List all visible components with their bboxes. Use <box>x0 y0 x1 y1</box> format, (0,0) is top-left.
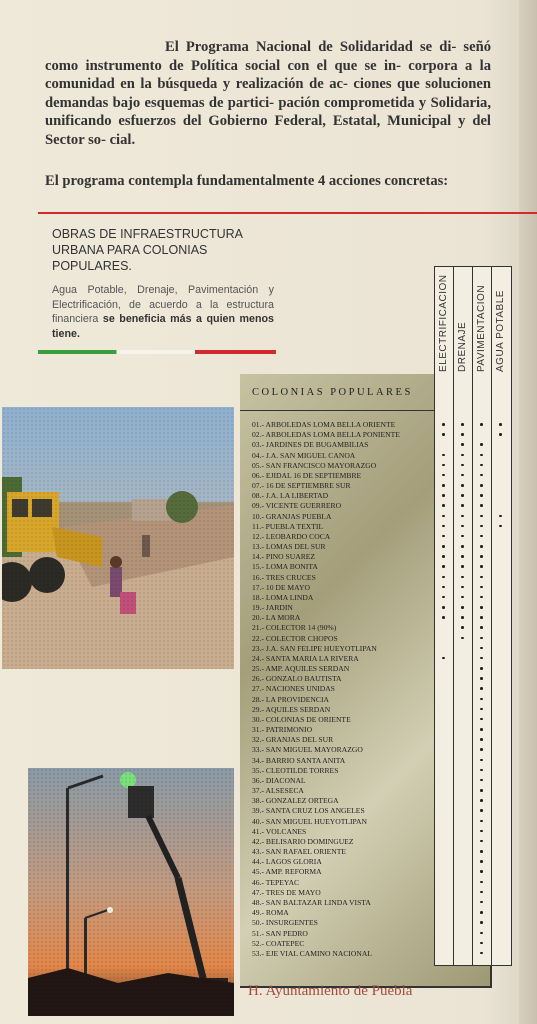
table-row: 26.- GONZALO BAUTISTA <box>252 674 342 684</box>
table-mark <box>480 932 483 935</box>
table-row: 41.- VOLCANES <box>252 826 307 836</box>
table-mark <box>442 494 445 497</box>
table-row: 14.- PINO SUAREZ <box>252 552 316 562</box>
table-row: 07.- 16 DE SEPTIEMBRE SUR <box>252 481 351 491</box>
table-row: 30.- COLONIAS DE ORIENTE <box>252 714 351 724</box>
flag-color-bar <box>38 350 276 354</box>
table-row: 04.- J.A. SAN MIGUEL CANOA <box>252 450 356 460</box>
table-mark <box>480 565 483 568</box>
table-row: 03.- JARDINES DE BUGAMBILIAS <box>252 440 369 450</box>
table-row: 29.- AQUILES SERDAN <box>252 704 331 714</box>
table-row: 28.- LA PROVIDENCIA <box>252 694 329 704</box>
table-mark <box>480 748 483 751</box>
table-header-label: COLONIAS POPULARES <box>252 387 413 398</box>
table-row: 15.- LOMA BONITA <box>252 562 318 572</box>
table-row: 45.- AMP. REFORMA <box>252 867 322 877</box>
category-label: DRENAJE <box>457 321 468 372</box>
table-mark <box>480 423 483 426</box>
table-row: 17.- 10 DE MAYO <box>252 582 310 592</box>
intro-paragraph <box>45 38 491 149</box>
table-mark <box>442 484 445 487</box>
table-header <box>240 374 434 411</box>
table-mark <box>480 759 483 762</box>
table-mark <box>461 494 464 497</box>
table-mark <box>499 525 502 528</box>
table-mark <box>442 535 445 538</box>
table-mark <box>442 423 445 426</box>
table-mark <box>480 494 483 497</box>
section-text-bold: se beneficia más a quien menos tiene. <box>52 313 274 340</box>
table-row: 36.- DIACONAL <box>252 775 306 785</box>
table-mark <box>480 586 483 589</box>
table-row: 02.- ARBOLEDAS LOMA BELLA PONIENTE <box>252 430 400 440</box>
table-row: 08.- J.A. LA LIBERTAD <box>252 491 329 501</box>
table-mark <box>461 474 464 477</box>
table-row: 23.- J.A. SAN FELIPE HUEYOTLIPAN <box>252 643 377 653</box>
table-row: 19.- JARDIN <box>252 603 293 613</box>
table-mark <box>480 860 483 863</box>
table-mark <box>499 433 502 436</box>
table-row: 47.- TRES DE MAYO <box>252 887 321 897</box>
table-row: 16.- TRES CRUCES <box>252 572 316 582</box>
table-mark <box>480 728 483 731</box>
table-mark <box>480 850 483 853</box>
table-mark <box>461 626 464 629</box>
table-mark <box>480 443 483 446</box>
table-mark <box>461 565 464 568</box>
table-mark <box>480 576 483 579</box>
table-row: 27.- NACIONES UNIDAS <box>252 684 335 694</box>
table-mark <box>480 515 483 518</box>
table-mark <box>480 870 483 873</box>
table-mark <box>480 464 483 467</box>
table-mark <box>461 423 464 426</box>
table-row: 37.- ALSESECA <box>252 786 304 796</box>
table-mark <box>480 830 483 833</box>
table-mark <box>442 515 445 518</box>
table-row: 33.- SAN MIGUEL MAYORAZGO <box>252 745 363 755</box>
table-mark <box>442 565 445 568</box>
table-mark <box>442 576 445 579</box>
section-text <box>52 283 274 341</box>
table-mark <box>461 464 464 467</box>
table-mark <box>461 535 464 538</box>
table-mark <box>461 637 464 640</box>
table-row: 40.- SAN MIGUEL HUEYOTLIPAN <box>252 816 368 826</box>
table-mark <box>480 454 483 457</box>
table-mark <box>480 942 483 945</box>
table-mark <box>461 433 464 436</box>
table-mark <box>442 454 445 457</box>
table-mark <box>442 474 445 477</box>
table-mark <box>480 677 483 680</box>
category-label: AGUA POTABLE <box>495 290 506 372</box>
red-divider <box>38 212 537 214</box>
table-mark <box>480 525 483 528</box>
table-mark <box>461 525 464 528</box>
section-text-plain: Agua Potable, Drenaje, Pavimentación y Electrificación, de acuerdo a la estructura financiera <box>52 284 274 325</box>
table-mark <box>442 586 445 589</box>
table-mark <box>480 708 483 711</box>
table-mark <box>499 515 502 518</box>
table-mark <box>442 433 445 436</box>
table-mark <box>461 443 464 446</box>
table-row: 06.- EJIDAL 16 DE SEPTIEMBRE <box>252 470 362 480</box>
table-mark <box>480 789 483 792</box>
table-mark <box>461 576 464 579</box>
table-mark <box>480 626 483 629</box>
table-mark <box>442 464 445 467</box>
table-row: 20.- LA MORA <box>252 613 301 623</box>
table-mark <box>461 515 464 518</box>
table-row: 52.- COATEPEC <box>252 938 305 948</box>
table-row: 01.- ARBOLEDAS LOMA BELLA ORIENTE <box>252 420 396 429</box>
table-row: 05.- SAN FRANCISCO MAYORAZGO <box>252 460 377 470</box>
intro-lead: El Programa Nacional de Solidaridad se di- <box>165 39 457 55</box>
table-mark <box>480 535 483 538</box>
table-mark <box>461 454 464 457</box>
table-row: 46.- TEPEYAC <box>252 877 300 887</box>
table-mark <box>461 606 464 609</box>
table-row: 35.- CLEOTILDE TORRES <box>252 765 339 775</box>
table-row: 24.- SANTA MARIA LA RIVERA <box>252 653 359 663</box>
table-mark <box>461 555 464 558</box>
table-row: 53.- EJE VIAL CAMINO NACIONAL <box>252 948 373 958</box>
table-row: 50.- INSURGENTES <box>252 918 318 928</box>
program-paragraph: El programa contempla fundamentalmente 4 acciones concretas: <box>45 173 449 189</box>
table-mark <box>461 504 464 507</box>
table-mark <box>480 698 483 701</box>
table-mark <box>480 799 483 802</box>
footer-credit: H. Ayuntamiento de Puebla <box>248 983 413 999</box>
table-row: 31.- PATRIMONIO <box>252 725 313 735</box>
table-row: 11.- PUEBLA TEXTIL <box>252 521 324 531</box>
table-mark <box>442 504 445 507</box>
table-row: 25.- AMP. AQUILES SERDAN <box>252 664 350 674</box>
table-row: 21.- COLECTOR 14 (90%) <box>252 623 337 633</box>
table-row: 22.- COLECTOR CHOPOS <box>252 633 338 643</box>
table-mark <box>442 525 445 528</box>
table-mark <box>480 545 483 548</box>
table-mark <box>480 921 483 924</box>
table-mark <box>480 769 483 772</box>
table-row: 38.- GONZALEZ ORTEGA <box>252 796 339 806</box>
table-mark <box>442 606 445 609</box>
table-mark <box>480 809 483 812</box>
street-lighting-photo <box>28 768 234 1016</box>
table-mark <box>442 555 445 558</box>
table-row: 10.- GRANJAS PUEBLA <box>252 511 332 521</box>
table-row: 09.- VICENTE GUERRERO <box>252 501 342 511</box>
table-mark <box>480 738 483 741</box>
table-mark <box>480 667 483 670</box>
table-mark <box>461 586 464 589</box>
page-spine <box>519 0 537 1024</box>
table-mark <box>480 606 483 609</box>
table-row: 44.- LAGOS GLORIA <box>252 857 322 867</box>
table-row: 32.- GRANJAS DEL SUR <box>252 735 334 745</box>
table-mark <box>461 545 464 548</box>
table-row: 12.- LEOBARDO COCA <box>252 531 331 541</box>
table-mark <box>480 647 483 650</box>
table-mark <box>480 911 483 914</box>
table-mark <box>461 616 464 619</box>
table-row: 43.- SAN RAFAEL ORIENTE <box>252 847 347 857</box>
intro-body: señó como instrumento de Política social con el que se in- corpora a la comunidad en la búsqueda y realización de ac- ciones que solucionen demandas bajo esquemas de partici- pación comprometida y Solidaria, unificando esfuerzos del Gobierno Federal, Estatal, Municipal y del Sector so- cial. <box>45 39 491 148</box>
table-mark <box>480 820 483 823</box>
table-mark <box>480 616 483 619</box>
category-label: ELECTRIFICACION <box>438 274 449 372</box>
table-row: 34.- BARRIO SANTA ANITA <box>252 755 346 765</box>
table-mark <box>480 952 483 955</box>
table-row: 48.- SAN BALTAZAR LINDA VISTA <box>252 897 371 907</box>
section-title: OBRAS DE INFRAESTRUCTURA URBANA PARA COLONIAS POPULARES. <box>52 227 243 273</box>
table-row: 13.- LOMAS DEL SUR <box>252 542 326 552</box>
table-mark <box>480 637 483 640</box>
table-mark <box>480 891 483 894</box>
table-mark <box>442 616 445 619</box>
table-row: 51.- SAN PEDRO <box>252 928 308 938</box>
table-mark <box>480 881 483 884</box>
table-mark <box>461 484 464 487</box>
table-mark <box>480 484 483 487</box>
road-construction-photo <box>2 407 234 669</box>
category-label: PAVIMENTACION <box>476 284 487 372</box>
table-row: 49.- ROMA <box>252 908 289 918</box>
table-mark <box>480 687 483 690</box>
table-mark <box>480 474 483 477</box>
table-mark <box>442 545 445 548</box>
table-mark <box>499 423 502 426</box>
table-row: 39.- SANTA CRUZ LOS ANGELES <box>252 806 365 816</box>
table-row: 42.- BELISARIO DOMINGUEZ <box>252 836 354 846</box>
table-mark <box>480 555 483 558</box>
table-row: 18.- LOMA LINDA <box>252 592 314 602</box>
table-mark <box>480 504 483 507</box>
